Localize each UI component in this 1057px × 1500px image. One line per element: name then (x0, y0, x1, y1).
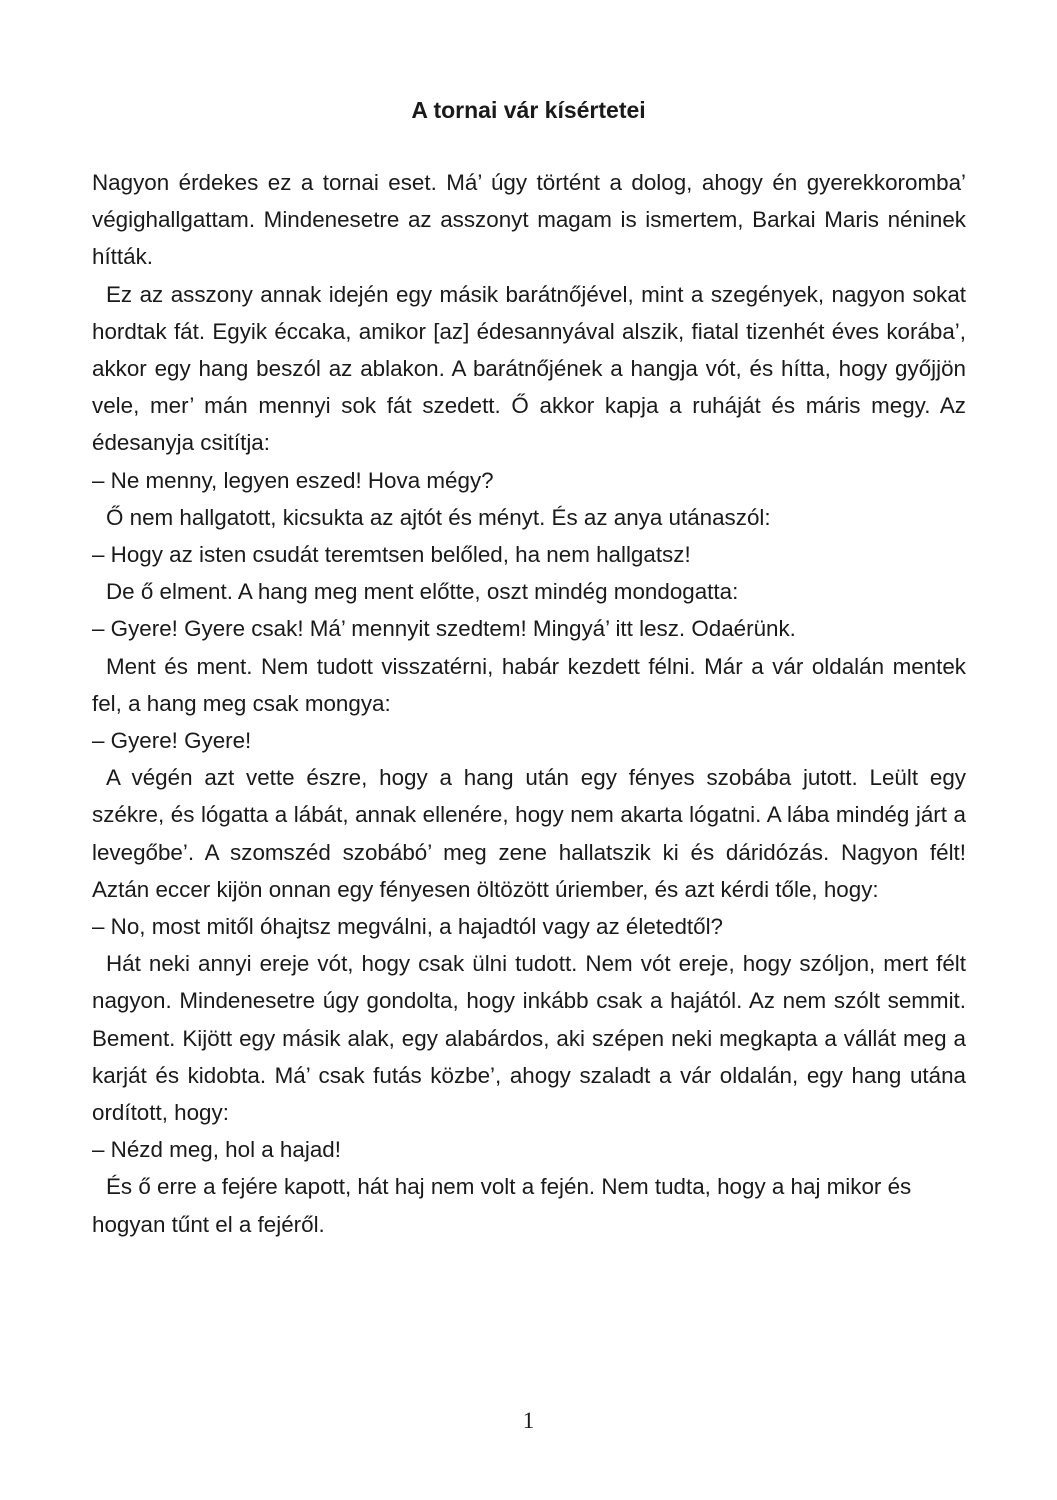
story-body (92, 164, 966, 1243)
paragraph: És ő erre a fejére kapott, hát haj nem volt a fején. Nem tudta, hogy a haj mikor és hogyan tűnt el a fejéről. (92, 1174, 912, 1237)
paragraph: Ment és ment. Nem tudott visszatérni, habár kezdett félni. Már a vár oldalán mentek fel, a hang meg csak mongya: (92, 653, 966, 716)
dialogue-line: – Hogy az isten csudát teremtsen belőled, ha nem hallgatsz! (92, 542, 691, 568)
paragraph: A végén azt vette észre, hogy a hang után egy fényes szobába jutott. Leült egy székre, és lógatta a lábát, annak ellenére, hogy nem akarta lógatni. A lába mindég járt a levegőbe’. A szomszéd szobábó’ meg zene hallatszik ki és dáridózás. Nagyon félt! Aztán eccer kijön onnan egy fényesen öltözött úriember, és azt kérdi tőle, hogy: (92, 765, 966, 902)
paragraph: Hát neki annyi ereje vót, hogy csak ülni tudott. Nem vót ereje, hogy szóljon, mert félt nagyon. Mindenesetre úgy gondolta, hogy inkább csak a hajától. Az nem szólt semmit. Bement. Kijött egy másik alak, egy alabárdos, aki szépen neki megkapta a vállát meg a karját és kidobta. Má’ csak futás közbe’, ahogy szaladt a vár oldalán, egy hang utána ordított, hogy: (92, 951, 966, 1126)
dialogue-line: – Nézd meg, hol a hajad! (92, 1137, 341, 1163)
dialogue-line: – Gyere! Gyere! (92, 728, 252, 754)
dialogue-line: – Gyere! Gyere csak! Má’ mennyit szedtem! Mingyá’ itt lesz. Odaérünk. (92, 616, 796, 642)
paragraph: Ez az asszony annak idején egy másik barátnőjével, mint a szegények, nagyon sokat hordtak fát. Egyik éccaka, amikor [az] édesannyával alszik, fiatal tizenhét éves korába’, akkor egy hang beszól az ablakon. A barátnőjének a hangja vót, és hítta, hogy győjjön vele, mer’ mán mennyi sok fát szedett. Ő akkor kapja a ruháját és máris megy. Az édesanyja csitítja: (92, 281, 966, 456)
paragraph: De ő elment. A hang meg ment előtte, oszt mindég mondogatta: (106, 579, 739, 605)
paragraph: Ő nem hallgatott, kicsukta az ajtót és ményt. És az anya utánaszól: (106, 504, 771, 530)
dialogue-line: – Ne menny, legyen eszed! Hova mégy? (92, 467, 494, 493)
page-number: 1 (522, 1408, 535, 1433)
dialogue-line: – No, most mitől óhajtsz megválni, a hajadtól vagy az életedtől? (92, 914, 724, 940)
paragraph: Nagyon érdekes ez a tornai eset. Má’ úgy történt a dolog, ahogy én gyerekkoromba’ végighallgattam. Mindenesetre az asszonyt magam is ismertem, Barkai Maris néninek hítták. (92, 170, 966, 270)
page-title: A tornai vár kísértetei (411, 97, 646, 123)
